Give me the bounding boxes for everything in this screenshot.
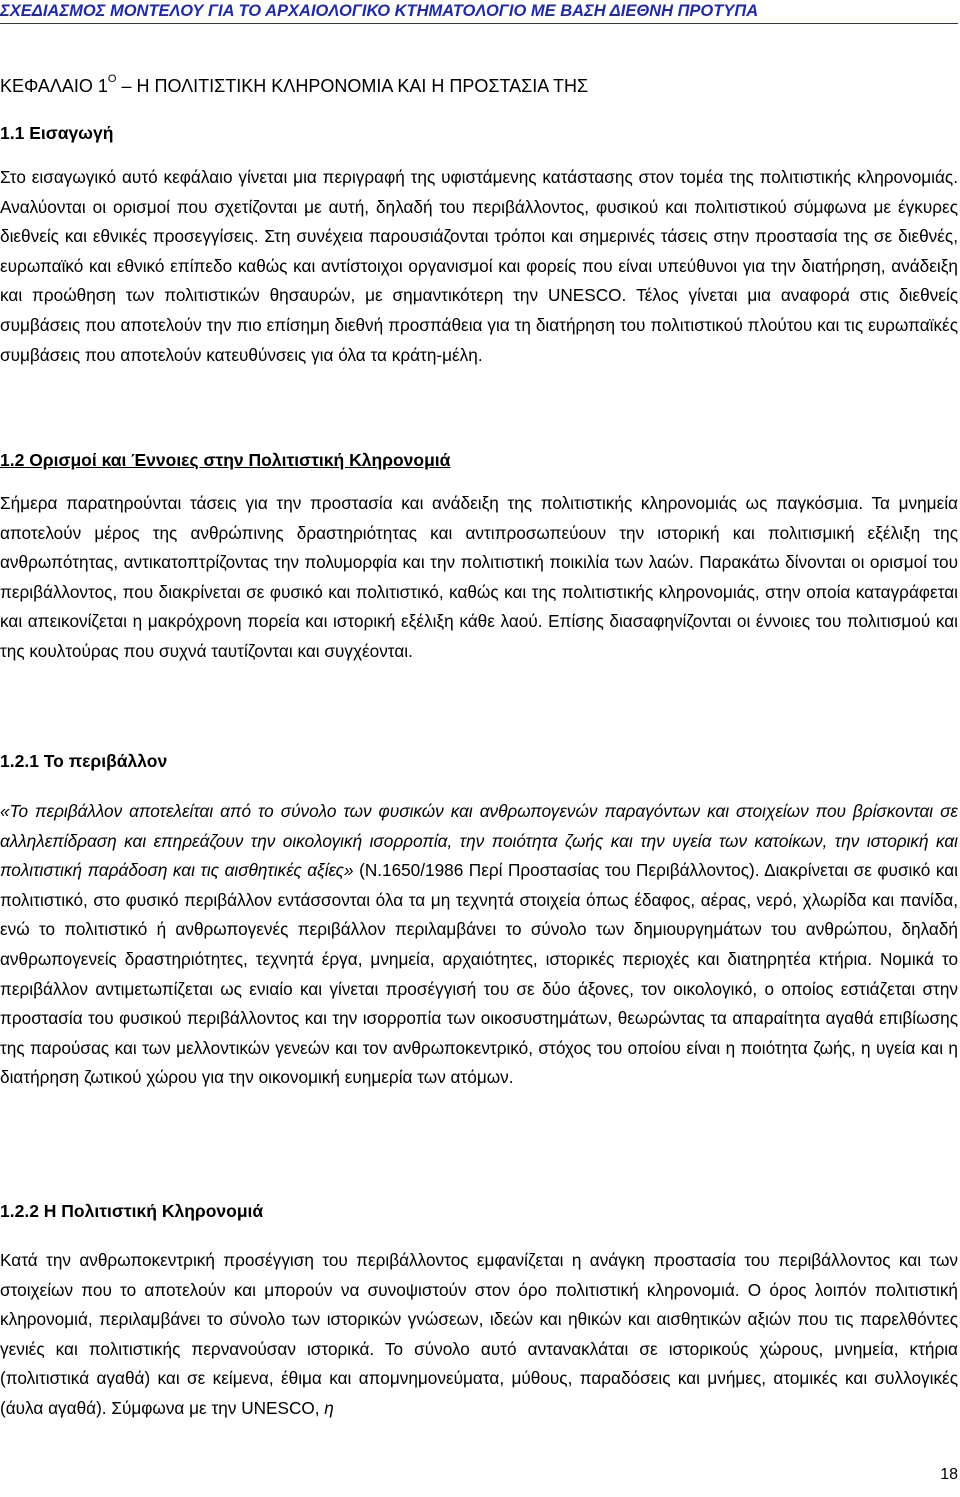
section-paragraph-1-1: Στο εισαγωγικό αυτό κεφάλαιο γίνεται μια περιγραφή της υφιστάμενης κατάστασης στον τομέα της πολιτιστικής κληρονομιάς. Αναλύονται οι ορισμοί που σχετίζονται με αυτή, δηλαδή του περιβάλλοντος, φυσικού και πολιτιστικού σύμφωνα με έγκυρες διεθνείς και εθνικές προσεγγίσεις. Στη συνέχεια παρουσιάζονται τρόποι και σημερινές τάσεις στην προστασία της σε διεθνές, ευρωπαϊκό και εθνικό επίπεδο καθώς και αντίστοιχοι οργανισμοί και φορείς που είναι υπεύθυνοι για την διατήρηση, ανάδειξη και προώθηση των πολιτιστικών θησαυρών, με σημαντικότερη την UNESCO. Τέλος γίνεται μια αναφορά στις διεθνείς συμβάσεις που αποτελούν την πιο επίσημη διεθνή προσπάθεια για τη διατήρηση του πολιτιστικού πλούτου και τις ευρωπαϊκές συμβάσεις που αποτελούν κατευθύνσεις για όλα τα κράτη-μέλη. <box>0 167 958 365</box>
section-paragraph-1-2-1 <box>0 797 958 1093</box>
heritage-paragraph-text: Κατά την ανθρωποκεντρική προσέγγιση του περιβάλλοντος εμφανίζεται η ανάγκη προστασία του περιβάλλοντος και των στοιχείων που το αποτελούν και μπορούν να συνοψιστούν στον όρο πολιτιστική κληρονομιά. Ο όρος λοιπόν πολιτιστική κληρονομιά, περιλαμβάνει το σύνολο των ιστορικών γνώσεων, ιδεών και ηθικών και αισθητικών αξιών που τις παρελθόντες γενιές και πολιτιστικής περνανούσαν ιστορικά. Το σύνολο αυτό αντανακλάται σε ιστορικούς χώρους, μνημεία, κτήρια (πολιτιστικά αγαθά) και σε κείμενα, έθιμα και απομνημονεύματα, μύθους, παραδόσεις και μνήμες, ατομικές και συλλογικές (άυλα αγαθά). Σύμφωνα με την UNESCO, <box>0 1250 958 1418</box>
running-header: ΣΧΕΔΙΑΣΜΟΣ ΜΟΝΤΕΛΟΥ ΓΙΑ ΤΟ ΑΡΧΑΙΟΛΟΓΙΚΟ ΚΤΗΜΑΤΟΛΟΓΙΟ ΜΕ ΒΑΣΗ ΔΙΕΘΝΗ ΠΡΟΤΥΠΑ <box>0 2 759 20</box>
section-paragraph-1-2: Σήμερα παρατηρούνται τάσεις για την προστασία και ανάδειξη της πολιτιστικής κληρονομιάς ως παγκόσμια. Τα μνημεία αποτελούν μέρος της ανθρώπινης δραστηριότητας και αντιπροσωπεύουν την ιστορική και πολιτισμική εξέλιξη της ανθρωπότητας, αντικατοπτρίζοντας την πολυμορφία και την πολιτιστική ποικιλία των λαών. Παρακάτω δίνονται οι ορισμοί του περιβάλλοντος, που διακρίνεται σε φυσικό και πολιτιστικό, καθώς και της πολιτιστικής κληρονομιάς, στην οποία καταγράφεται και απεικονίζεται η μακρόχρονη πορεία και ιστορική εξέλιξη κάθε λαού. Επίσης διασαφηνίζονται οι έννοιες του πολιτισμού και της κουλτούρας που συχνά ταυτίζονται και συγχέονται. <box>0 493 958 661</box>
chapter-title-text: – Η ΠΟΛΙΤΙΣΤΙΚΗ ΚΛΗΡΟΝΟΜΙΑ ΚΑΙ Η ΠΡΟΣΤΑΣΙΑ ΤΗΣ <box>116 76 589 96</box>
section-heading-1-2: 1.2 Ορισμοί και Έννοιες στην Πολιτιστική Κληρονομιά <box>0 450 451 470</box>
header-rule <box>0 23 958 24</box>
heritage-trailing-word: η <box>324 1397 334 1418</box>
section-heading-1-2-2: 1.2.2 Η Πολιτιστική Κληρονομιά <box>0 1201 264 1221</box>
section-paragraph-1-2-2 <box>0 1246 958 1424</box>
law-definition-quote: «Το περιβάλλον αποτελείται από το σύνολο των φυσικών και ανθρωπογενών παραγόντων και στοιχείων που βρίσκονται σε αλληλεπίδραση και επηρεάζουν την οικολογική ισορροπία, την ποιότητα ζωής και την υγεία των κατοίκων, την ιστορική και πολιτιστική παράδοση και τις αισθητικές αξίες» <box>0 801 958 881</box>
chapter-superscript: Ο <box>107 73 117 85</box>
chapter-prefix: ΚΕΦΑΛΑΙΟ 1 <box>0 76 108 96</box>
law-citation: (Ν.1650/1986 Περί Προστασίας του Περιβάλλοντος). <box>353 860 765 881</box>
environment-paragraph-text: Διακρίνεται σε φυσικό και πολιτιστικό, στο φυσικό περιβάλλον εντάσσονται όλα τα μη τεχνητά στοιχεία όπως έδαφος, αέρας, νερό, χλωρίδα και πανίδα, ενώ το πολιτιστικό ή ανθρωπογενές περιβάλλον περιλαμβάνει το σύνολο των δημιουργημάτων του ανθρώπου, δηλαδή ανθρωπογενείς δραστηριότητες, τεχνητά έργα, μνημεία, αρχαιότητες, ιστορικές περιοχές και διατηρητέα κτήρια. Νομικά το περιβάλλον αντιμετωπίζεται ως ενιαίο και γίνεται προσέγγισή του σε δύο άξονες, τον οικολογικό, ο οποίος εστιάζεται στην προστασία του φυσικού περιβάλλοντος και την ισορροπία των οικοσυστημάτων, θεωρώντας τα απαραίτητα αγαθά επιβίωσης της παρούσας και των μελλοντικών γενεών και τον ανθρωποκεντρικό, στόχος του οποίου είναι η ποιότητα ζωής, η υγεία και η διατήρηση ζωτικού χώρου για την οικονομική ευημερία των ατόμων. <box>0 860 958 1088</box>
section-heading-1-1: 1.1 Εισαγωγή <box>0 123 114 143</box>
section-heading-1-2-1: 1.2.1 Το περιβάλλον <box>0 751 168 771</box>
page-number: 18 <box>940 1466 958 1483</box>
chapter-title <box>0 70 588 98</box>
